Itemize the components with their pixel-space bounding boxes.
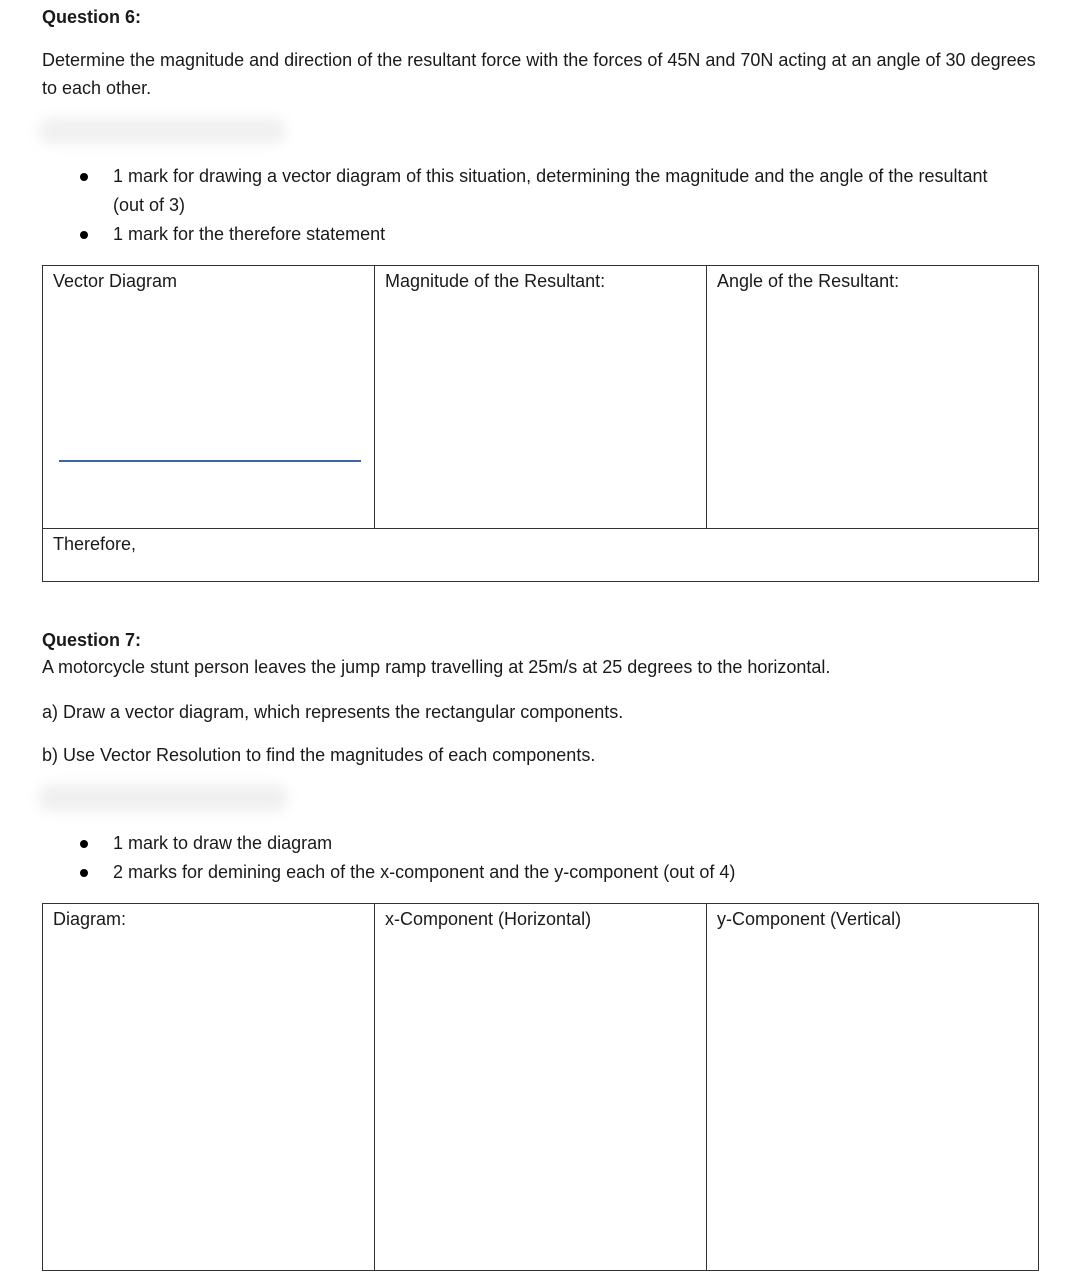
redacted-text: [38, 118, 286, 144]
list-item: [0, 162, 1013, 220]
question-6-answer-table: [42, 265, 1039, 582]
bullet-icon: [80, 840, 88, 848]
question-7-prompt: A motorcycle stunt person leaves the jump ramp travelling at 25m/s at 25 degrees to the horizontal.: [42, 657, 831, 677]
therefore-cell[interactable]: [43, 529, 1039, 582]
question-7-marks-list: [0, 829, 1013, 887]
bullet-icon: [80, 869, 88, 877]
list-item: [0, 220, 1013, 249]
list-item-text: 1 mark for the therefore statement: [113, 224, 386, 244]
magnitude-cell[interactable]: [375, 266, 707, 529]
list-item-text: 2 marks for demining each of the x-component and the y-component (out of 4): [113, 862, 736, 882]
question-6-heading: Question 6:: [42, 7, 142, 27]
question-6-marks-list: [0, 162, 1013, 249]
vector-diagram-line: [59, 460, 361, 462]
x-component-label: x-Component (Horizontal): [385, 909, 592, 929]
x-component-cell[interactable]: [375, 904, 707, 1271]
question-7-answer-table: [42, 903, 1039, 1271]
diagram-label: Diagram:: [53, 909, 127, 929]
bullet-icon: [80, 173, 88, 181]
magnitude-label: Magnitude of the Resultant:: [385, 271, 606, 291]
question-6-prompt: Determine the magnitude and direction of the resultant force with the forces of 45N and 70N acting at an angle of 30 degrees to each other.: [42, 50, 1036, 98]
therefore-label: Therefore,: [53, 534, 137, 554]
angle-label: Angle of the Resultant:: [717, 271, 900, 291]
question-7-heading: Question 7:: [42, 630, 142, 650]
vector-diagram-cell[interactable]: [43, 266, 375, 529]
angle-cell[interactable]: [707, 266, 1039, 529]
question-7-part-a: a) Draw a vector diagram, which represents the rectangular components.: [42, 702, 624, 722]
list-item-text: 1 mark to draw the diagram: [113, 833, 333, 853]
diagram-cell[interactable]: [43, 904, 375, 1271]
y-component-label: y-Component (Vertical): [717, 909, 902, 929]
y-component-cell[interactable]: [707, 904, 1039, 1271]
redacted-text: [38, 784, 288, 812]
list-item-text: 1 mark for drawing a vector diagram of this situation, determining the magnitude and the angle of the resultant (out of 3): [113, 166, 988, 215]
vector-diagram-label: Vector Diagram: [53, 271, 178, 291]
question-7-part-b: b) Use Vector Resolution to find the magnitudes of each components.: [42, 745, 596, 765]
bullet-icon: [80, 231, 88, 239]
list-item: [0, 858, 1013, 887]
list-item: [0, 829, 1013, 858]
